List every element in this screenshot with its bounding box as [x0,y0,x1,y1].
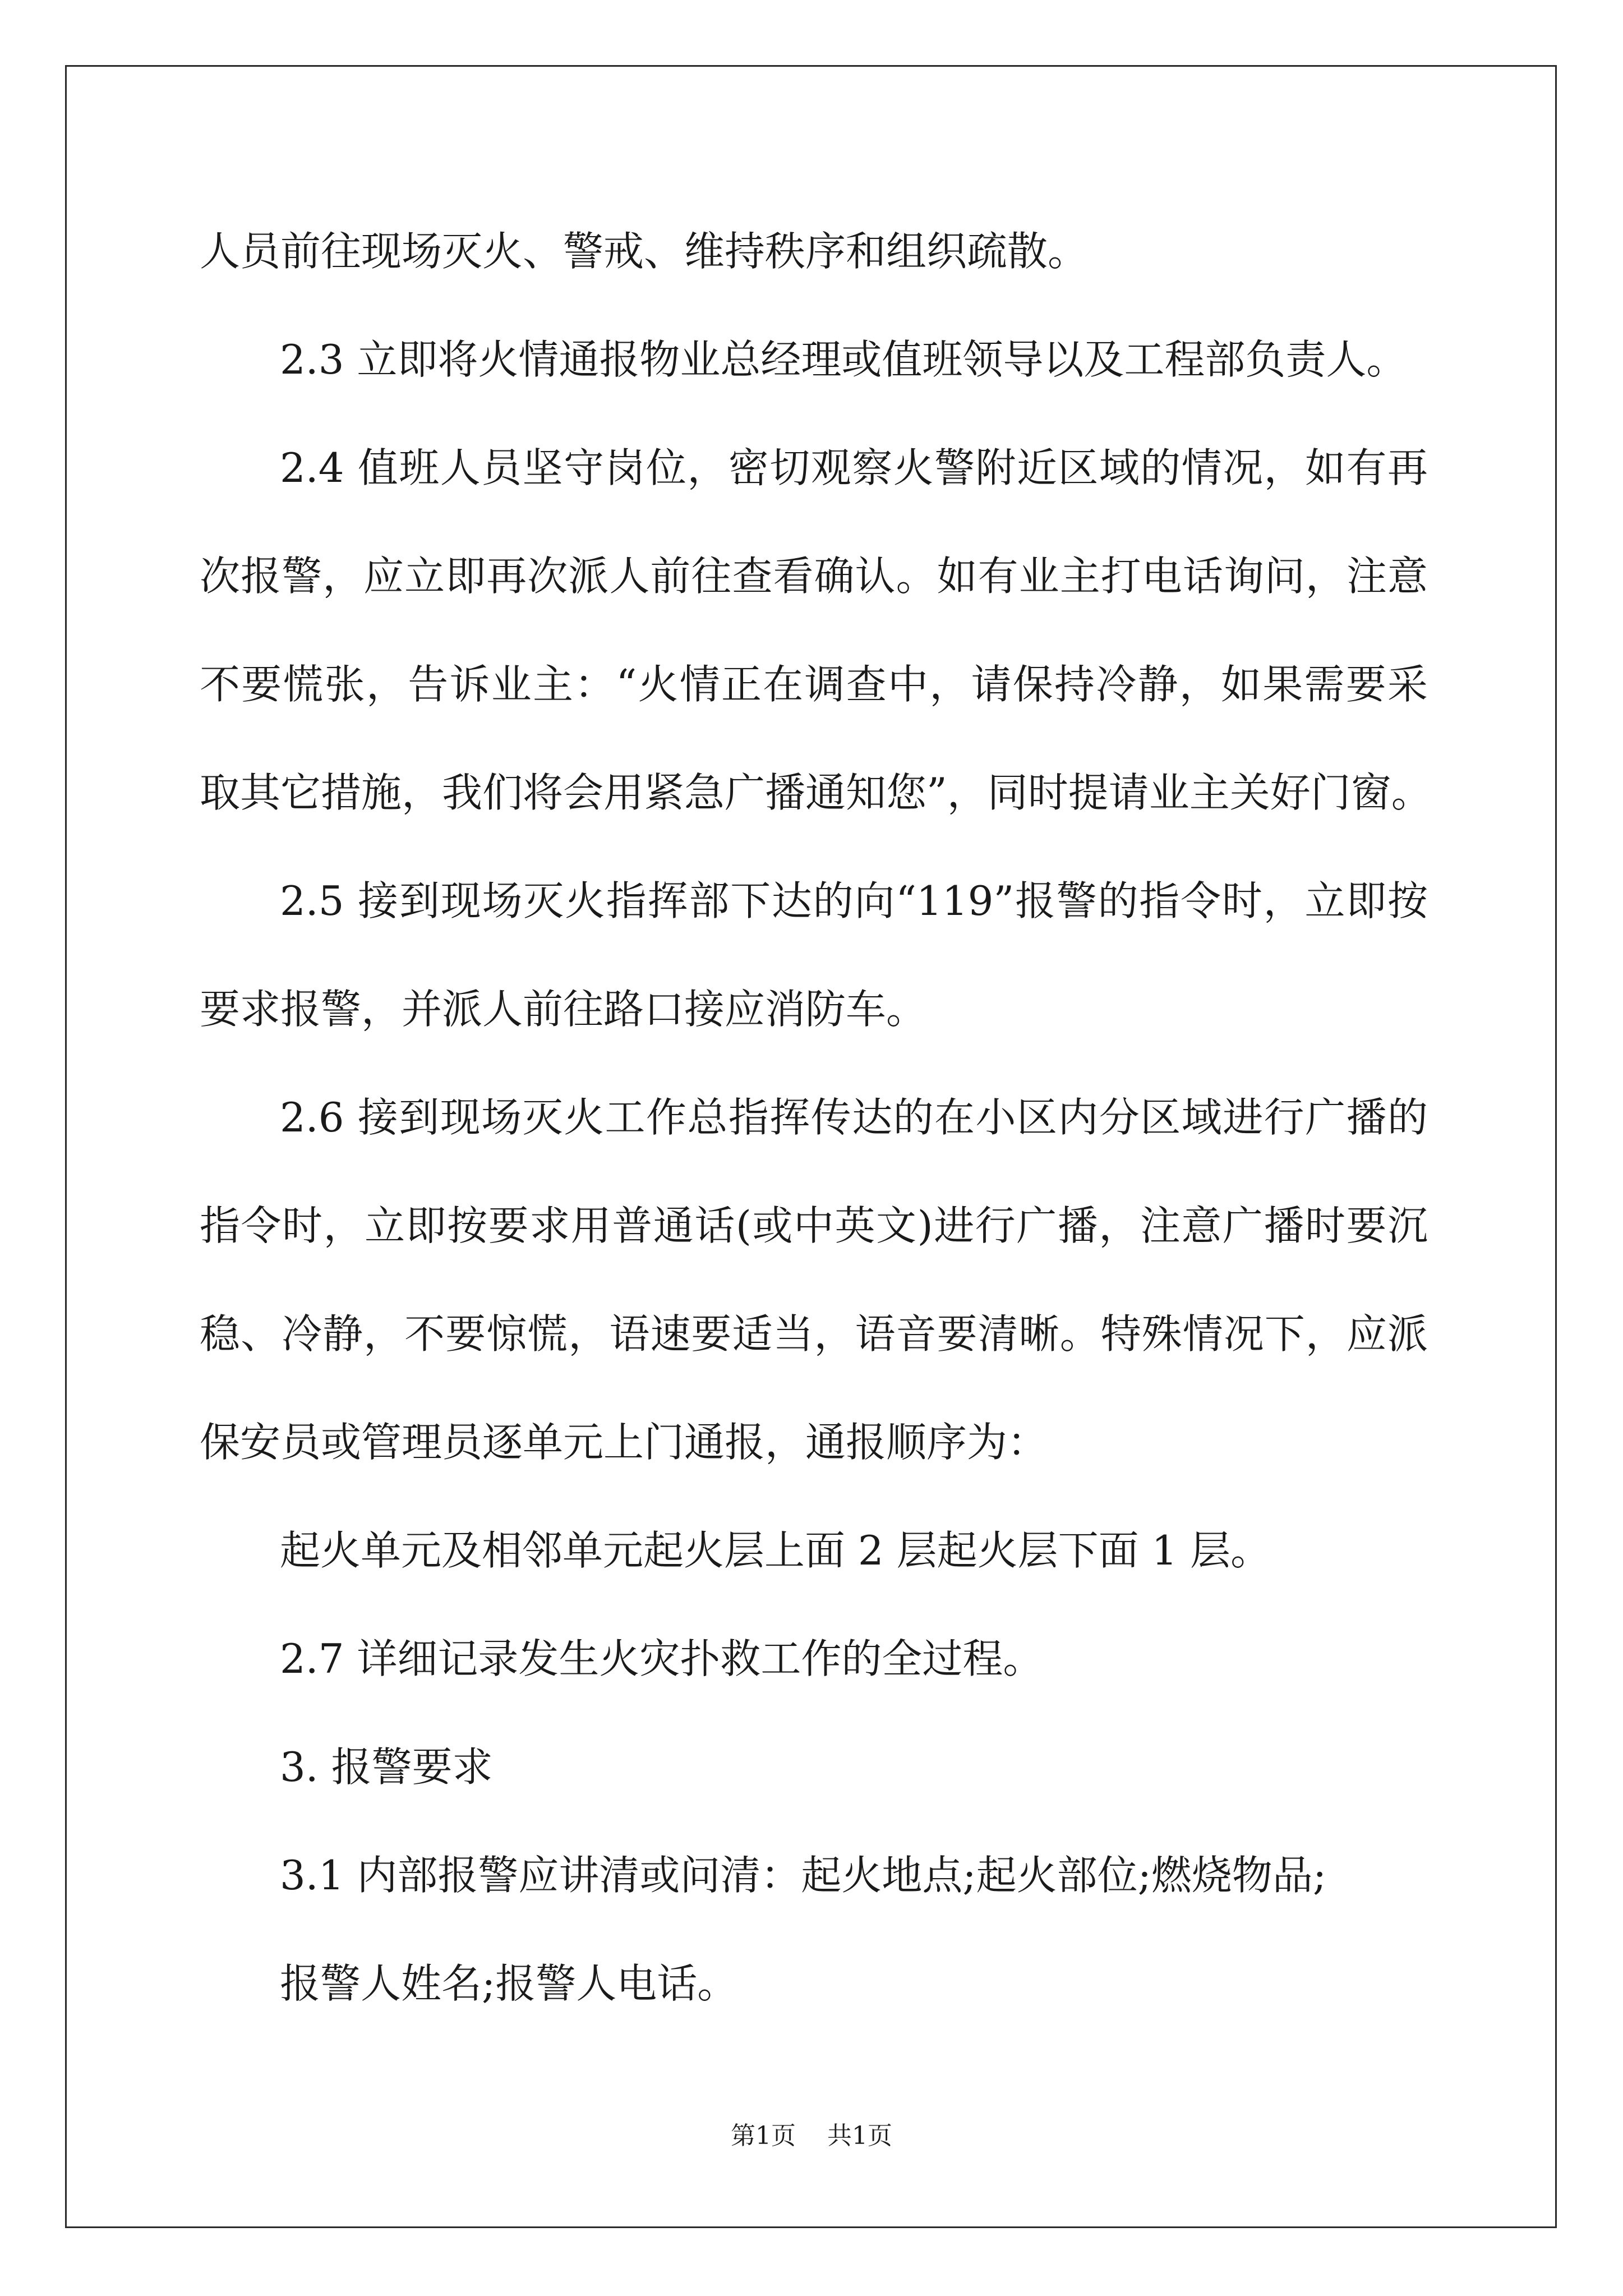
text-line: 要求报警，并派人前往路口接应消防车。 [200,986,927,1033]
text-line: 2.6 接到现场灭火工作总指挥传达的在小区内分区域进行广播的 [280,1094,1428,1141]
text-line: 保安员或管理员逐单元上门通报，通报顺序为： [200,1419,1048,1466]
text-line: 次报警，应立即再次派人前往查看确认。如有业主打电话询问，注意 [200,553,1428,600]
page-total: 共1页 [827,2122,892,2150]
text-line: 3.1 内部报警应讲清或问清：起火地点;起火部位;燃烧物品; [280,1852,1327,1899]
page-footer [0,2119,1623,2153]
text-line: 人员前往现场灭火、警戒、维持秩序和组织疏散。 [200,228,1089,275]
text-line: 2.7 详细记录发生火灾扑救工作的全过程。 [280,1635,1044,1682]
text-line: 2.3 立即将火情通报物业总经理或值班领导以及工程部负责人。 [280,336,1407,383]
text-line: 2.4 值班人员坚守岗位，密切观察火警附近区域的情况，如有再 [280,444,1428,491]
text-line: 2.5 接到现场灭火指挥部下达的向“119”报警的指令时，立即按 [280,877,1428,924]
text-line: 报警人姓名;报警人电话。 [280,1960,738,2007]
text-line: 指令时，立即按要求用普通话(或中英文)进行广播，注意广播时要沉 [200,1202,1428,1249]
section-heading: 3. 报警要求 [280,1743,493,1791]
page-number: 第1页 [731,2122,796,2150]
text-line: 起火单元及相邻单元起火层上面 2 层起火层下面 1 层。 [280,1527,1271,1574]
text-line: 稳、冷静，不要惊慌，语速要适当，语音要清晰。特殊情况下，应派 [200,1310,1428,1358]
text-line: 取其它措施，我们将会用紧急广播通知您”，同时提请业主关好门窗。 [200,769,1432,816]
text-line: 不要慌张，告诉业主：“火情正在调查中，请保持冷静，如果需要采 [200,661,1428,708]
